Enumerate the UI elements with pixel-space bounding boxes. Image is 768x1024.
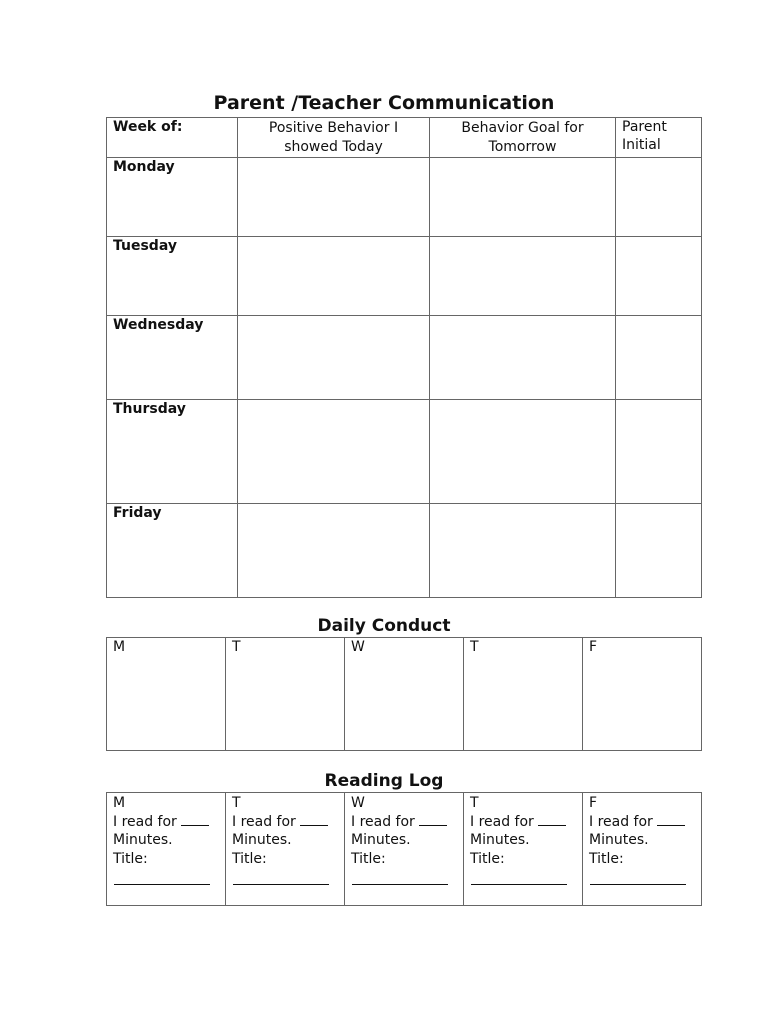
conduct-day-label: T xyxy=(232,639,241,655)
title-blank[interactable] xyxy=(233,884,329,885)
conduct-day-label: M xyxy=(113,639,126,655)
parent-initial-cell[interactable] xyxy=(616,504,702,598)
behavior-goal-cell[interactable] xyxy=(430,237,616,316)
title-label: Title: xyxy=(589,850,624,867)
parent-initial-cell[interactable] xyxy=(616,237,702,316)
day-label-tuesday: Tuesday xyxy=(107,237,238,316)
parent-initial-label-line1: Parent xyxy=(622,119,667,135)
day-label-monday: Monday xyxy=(107,158,238,237)
day-label-friday: Friday xyxy=(107,504,238,598)
daily-conduct-row xyxy=(107,638,702,751)
behavior-goal-cell[interactable] xyxy=(430,400,616,504)
conduct-cell-w[interactable] xyxy=(345,638,464,751)
positive-behavior-label-line1: Positive Behavior I xyxy=(268,120,399,136)
reading-cell-th xyxy=(464,793,583,906)
title-blank[interactable] xyxy=(352,884,448,885)
positive-behavior-cell[interactable] xyxy=(238,400,430,504)
reading-cell-f xyxy=(583,793,702,906)
parent-initial-header xyxy=(616,118,702,158)
minutes-label: Minutes. xyxy=(351,832,411,848)
read-for-label: I read for xyxy=(113,813,177,830)
parent-initial-cell[interactable] xyxy=(616,316,702,400)
title-blank[interactable] xyxy=(471,884,567,885)
parent-initial-label-line2: Initial xyxy=(622,137,661,153)
reading-cell-m xyxy=(107,793,226,906)
behavior-goal-label-line2: Tomorrow xyxy=(488,139,557,155)
parent-initial-cell[interactable] xyxy=(616,158,702,237)
title-label: Title: xyxy=(351,850,386,867)
minutes-label: Minutes. xyxy=(589,832,649,848)
positive-behavior-cell[interactable] xyxy=(238,316,430,400)
positive-behavior-label-line2: showed Today xyxy=(284,139,383,155)
positive-behavior-cell[interactable] xyxy=(238,237,430,316)
table-row xyxy=(107,400,702,504)
conduct-day-label: F xyxy=(589,639,598,655)
positive-behavior-cell[interactable] xyxy=(238,158,430,237)
behavior-goal-label-line1: Behavior Goal for xyxy=(461,120,584,136)
reading-cell-w xyxy=(345,793,464,906)
reading-day-label: M xyxy=(113,795,126,811)
reading-log-title: Reading Log xyxy=(324,771,444,791)
title-blank[interactable] xyxy=(590,884,686,885)
table-row xyxy=(107,504,702,598)
title-label: Title: xyxy=(113,850,148,867)
table-row xyxy=(107,316,702,400)
minutes-label: Minutes. xyxy=(232,832,292,848)
title-label: Title: xyxy=(470,850,505,867)
title-label: Title: xyxy=(232,850,267,867)
day-label-wednesday: Wednesday xyxy=(107,316,238,400)
conduct-cell-m[interactable] xyxy=(107,638,226,751)
reading-day-label: T xyxy=(232,795,241,811)
table-row xyxy=(107,158,702,237)
reading-cell-t xyxy=(226,793,345,906)
reading-day-label: T xyxy=(470,795,479,811)
minutes-blank[interactable] xyxy=(538,813,566,826)
conduct-day-label: W xyxy=(351,639,365,655)
conduct-cell-th[interactable] xyxy=(464,638,583,751)
conduct-day-label: T xyxy=(470,639,479,655)
minutes-blank[interactable] xyxy=(300,813,328,826)
parent-initial-cell[interactable] xyxy=(616,400,702,504)
day-label-thursday: Thursday xyxy=(107,400,238,504)
reading-log-row xyxy=(107,793,702,906)
minutes-blank[interactable] xyxy=(419,813,447,826)
read-for-label: I read for xyxy=(351,813,415,830)
conduct-cell-t[interactable] xyxy=(226,638,345,751)
behavior-goal-cell[interactable] xyxy=(430,504,616,598)
positive-behavior-header xyxy=(238,118,430,158)
reading-day-label: W xyxy=(351,795,365,811)
behavior-goal-cell[interactable] xyxy=(430,316,616,400)
read-for-label: I read for xyxy=(470,813,534,830)
daily-conduct-title: Daily Conduct xyxy=(317,616,451,636)
behavior-goal-cell[interactable] xyxy=(430,158,616,237)
header-row xyxy=(107,118,702,158)
minutes-label: Minutes. xyxy=(113,832,173,848)
communication-table xyxy=(106,117,702,598)
read-for-label: I read for xyxy=(589,813,653,830)
conduct-cell-f[interactable] xyxy=(583,638,702,751)
positive-behavior-cell[interactable] xyxy=(238,504,430,598)
title-blank[interactable] xyxy=(114,884,210,885)
reading-day-label: F xyxy=(589,795,598,811)
minutes-blank[interactable] xyxy=(181,813,209,826)
reading-log-table xyxy=(106,792,702,906)
minutes-label: Minutes. xyxy=(470,832,530,848)
read-for-label: I read for xyxy=(232,813,296,830)
minutes-blank[interactable] xyxy=(657,813,685,826)
week-of-label: Week of: xyxy=(113,119,183,135)
behavior-goal-header xyxy=(430,118,616,158)
table-row xyxy=(107,237,702,316)
daily-conduct-table xyxy=(106,637,702,751)
page-title: Parent /Teacher Communication xyxy=(213,92,555,114)
week-of-header xyxy=(107,118,238,158)
